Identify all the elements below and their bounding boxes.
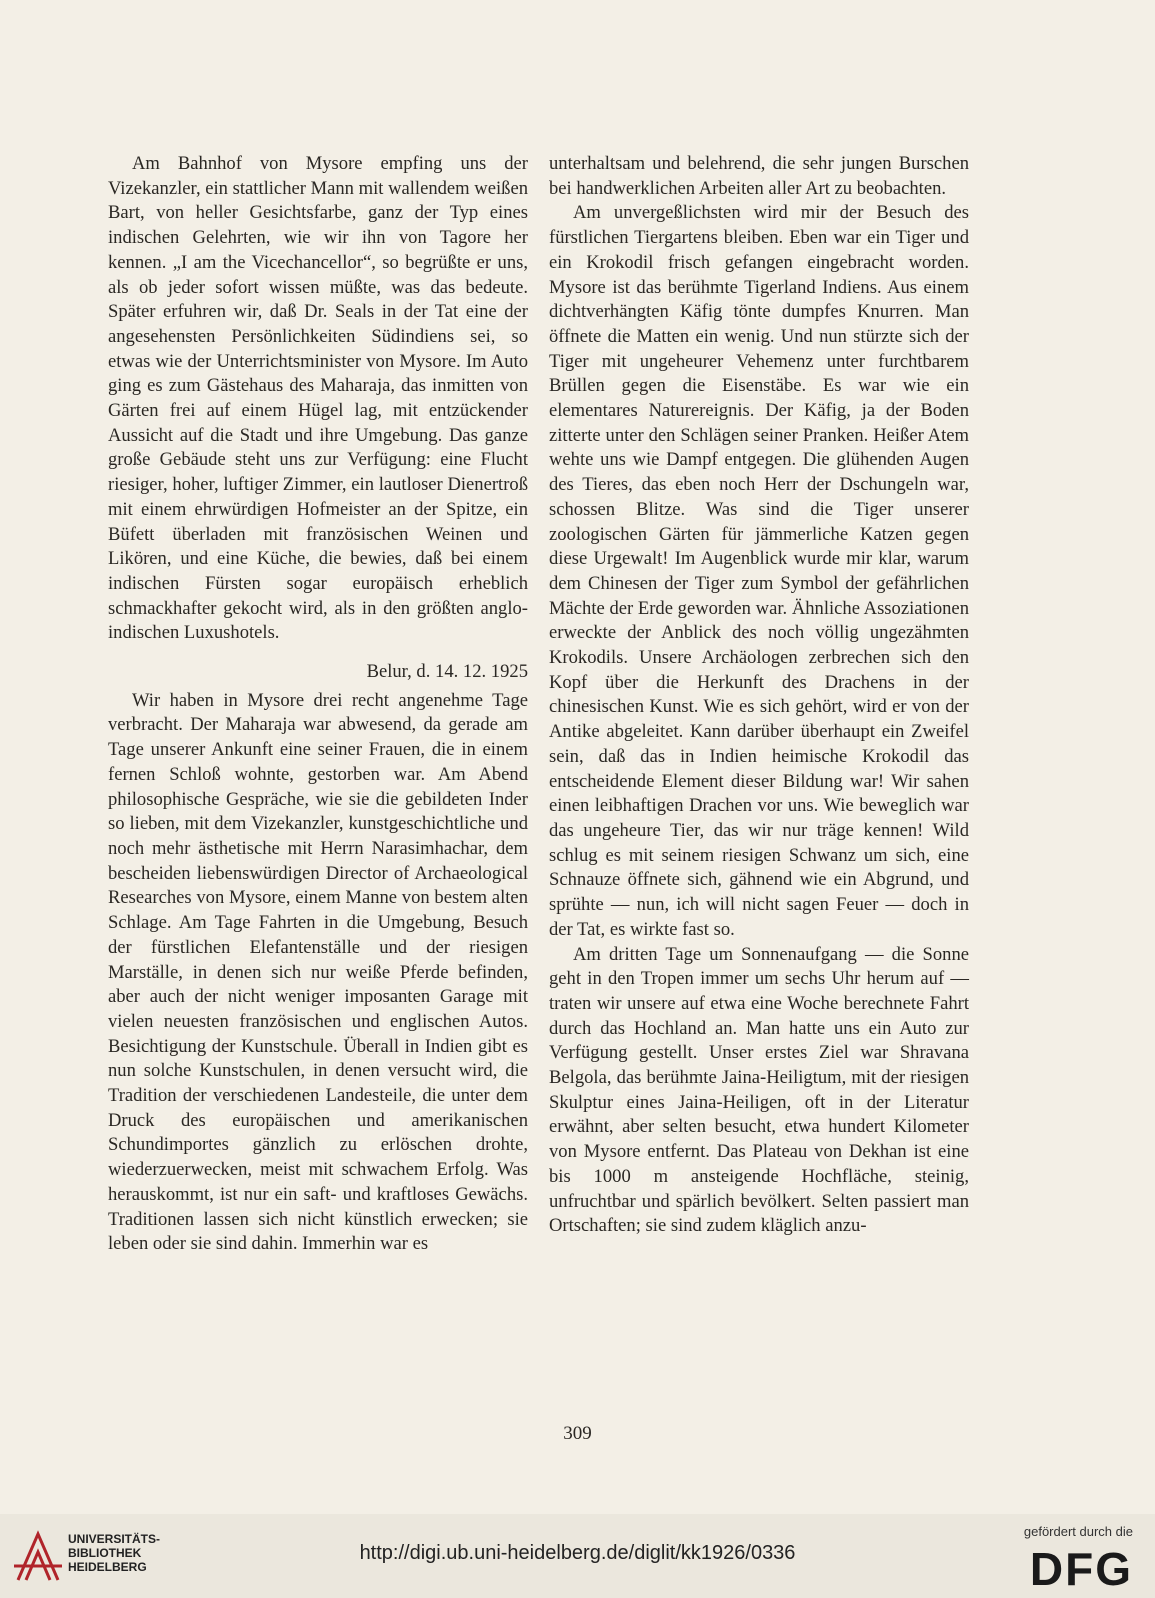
dfg-logo[interactable]: DFG: [1029, 1543, 1133, 1595]
dateline: Belur, d. 14. 12. 1925: [366, 661, 528, 683]
paragraph: Wir haben in Mysore drei recht angenehme Tage verbracht. Der Maharaja war abwesend, da gerade am Tage unserer Ankunft eine seiner Frauen, die in einem fernen Schloß wohnte, gestorben war. Am Abend philosophische Gespräche, wie sie die gebildeten Inder so lieben, mit dem Vizekanzler, kunstgeschichtliche und noch mehr ästhetische mit Herrn Narasimhachar, dem bescheiden liebenswürdigen Director of Archaeological Researches von Mysore, einem Manne von bestem alten Schlage. Am Tage Fahrten in die Umgebung, Besuch der fürstlichen Elefantenställe und der riesigen Marställe, in denen sich nur weiße Pferde befinden, aber auch der nicht weniger imposanten Garage mit vielen neuesten französischen und englischen Autos. Besichtigung der Kunstschule. Überall in Indien gibt es nun solche Kunstschulen, in denen versucht wird, die Tradition der verschiedenen Landesteile, die unter dem Druck des europäischen und amerikanischen Schundimportes gänzlich zu erlöschen drohte, wiederzuerwecken, meist mit schwachem Erfolg. Was herauskommt, ist nur ein saft- und kraftloses Gewächs. Traditionen lassen sich nicht künstlich erwecken; sie leben oder sie sind dahin. Immerhin war es: [108, 689, 528, 1255]
paragraph: Am unvergeßlichsten wird mir der Besuch des fürstlichen Tiergartens bleiben. Eben war ein Tiger und ein Krokodil frisch gefangen eingebracht worden. Mysore ist das berühmte Tigerland Indiens. Aus einem dichtverhängten Käfig tönte dumpfes Knurren. Man öffnete die Matten ein wenig. Und nun stürzte sich der Tiger mit ungeheurer Vehemenz unter furchtbarem Brüllen gegen die Eisenstäbe. Es war wie ein elementares Naturereignis. Der Käfig, ja der Boden zitterte unter den Schlägen seiner Pranken. Heißer Atem wehte uns wie Dampf entgegen. Die glühenden Augen des Tieres, das eben noch Herr der Dschungeln war, schossen Blitze. Was sind die Tiger unserer zoologischen Gärten für jämmerliche Katzen gegen diese Urgewalt! Im Augenblick wurde mir klar, warum dem Chinesen der Tiger zum Symbol der gefährlichen Mächte der Erde geworden war. Ähnliche Assoziationen erweckte der Anblick des noch völlig ungezähmten Krokodils. Unsere Archäologen zerbrechen sich den Kopf über die Herkunft des Drachens in der chinesischen Kunst. Wie es sich gehört, wird er von der Antike abgeleitet. Kann darüber überhaupt ein Zweifel sein, daß das in Indien heimische Krokodil das entscheidende Element dieser Bildung war! Wir sahen einen leibhaftigen Drachen vor uns. Wie beweglich war das ungeheure Tier, das wir nur träge kennen! Wild schlug es mit seinem riesigen Schwanz um sich, eine Schnauze öffnete sich, gähnend wie ein Abgrund, und sprühte — nun, ich will nicht sagen Feuer — doch in der Tat, es wirkte fast so.: [549, 202, 969, 940]
permalink-url[interactable]: http://digi.ub.uni-heidelberg.de/diglit/kk1926/0336: [359, 1542, 796, 1564]
paragraph: Am dritten Tage um Sonnenaufgang — die Sonne geht in den Tropen immer um sechs Uhr herum auf — traten wir unsere auf etwa eine Woche berechnete Fahrt durch das Hochland an. Man hatte uns ein Auto zur Verfügung gestellt. Unser erstes Ziel war Shravana Belgola, das berühmte Jaina-Heiligtum, mit der riesigen Skulptur eines Jaina-Heiligen, oft in der Literatur erwähnt, aber selten besucht, etwa hundert Kilometer von Mysore entfernt. Das Plateau von Dekhan ist eine bis 1000 m ansteigende Hochfläche, steinig, unfruchtbar und spärlich bevölkert. Selten passiert man Ortschaften; sie sind zudem kläglich anzu-: [549, 943, 969, 1237]
text-column-left: [108, 152, 528, 1257]
paragraph: unterhaltsam und belehrend, die sehr jungen Burschen bei handwerklichen Arbeiten aller Art zu beobachten.: [549, 153, 969, 199]
text-column-right: [549, 152, 969, 1239]
viewer-footer: [0, 1514, 1155, 1598]
page-number: 309: [563, 1423, 592, 1444]
funded-by-label: gefördert durch die: [1023, 1524, 1133, 1539]
paragraph: Am Bahnhof von Mysore empfing uns der Vizekanzler, ein stattlicher Mann mit wallendem weißen Bart, von heller Gesichtsfarbe, ganz der Typ eines indischen Gelehrten, wie wir ihn von Tagore her kennen. „I am the Vicechancellor“, so begrüßte er uns, als ob jeder sofort wissen müßte, was das bedeute. Später erfuhren wir, daß Dr. Seals in der Tat eine der angesehensten Persönlichkeiten Südindiens sei, so etwas wie der Unterrichtsminister von Mysore. Im Auto ging es zum Gästehaus des Maharaja, das inmitten von Gärten frei auf einem Hügel lag, mit entzückender Aussicht auf die Stadt und ihre Umgebung. Das ganze große Gebäude steht uns zur Verfügung: eine Flucht riesiger, hoher, luftiger Zimmer, ein lautloser Dienertroß mit einem ehrwürdigen Hofmeister an der Spitze, ein Büfett überladen mit französischen Weinen und Likören, und eine Küche, die bewies, daß bei einem indischen Fürsten sogar europäisch erheblich schmackhafter gekocht wird, als in den größten anglo-indischen Luxushotels.: [108, 153, 528, 644]
library-name[interactable]: UNIVERSITÄTS- BIBLIOTHEK HEIDELBERG: [68, 1532, 161, 1574]
